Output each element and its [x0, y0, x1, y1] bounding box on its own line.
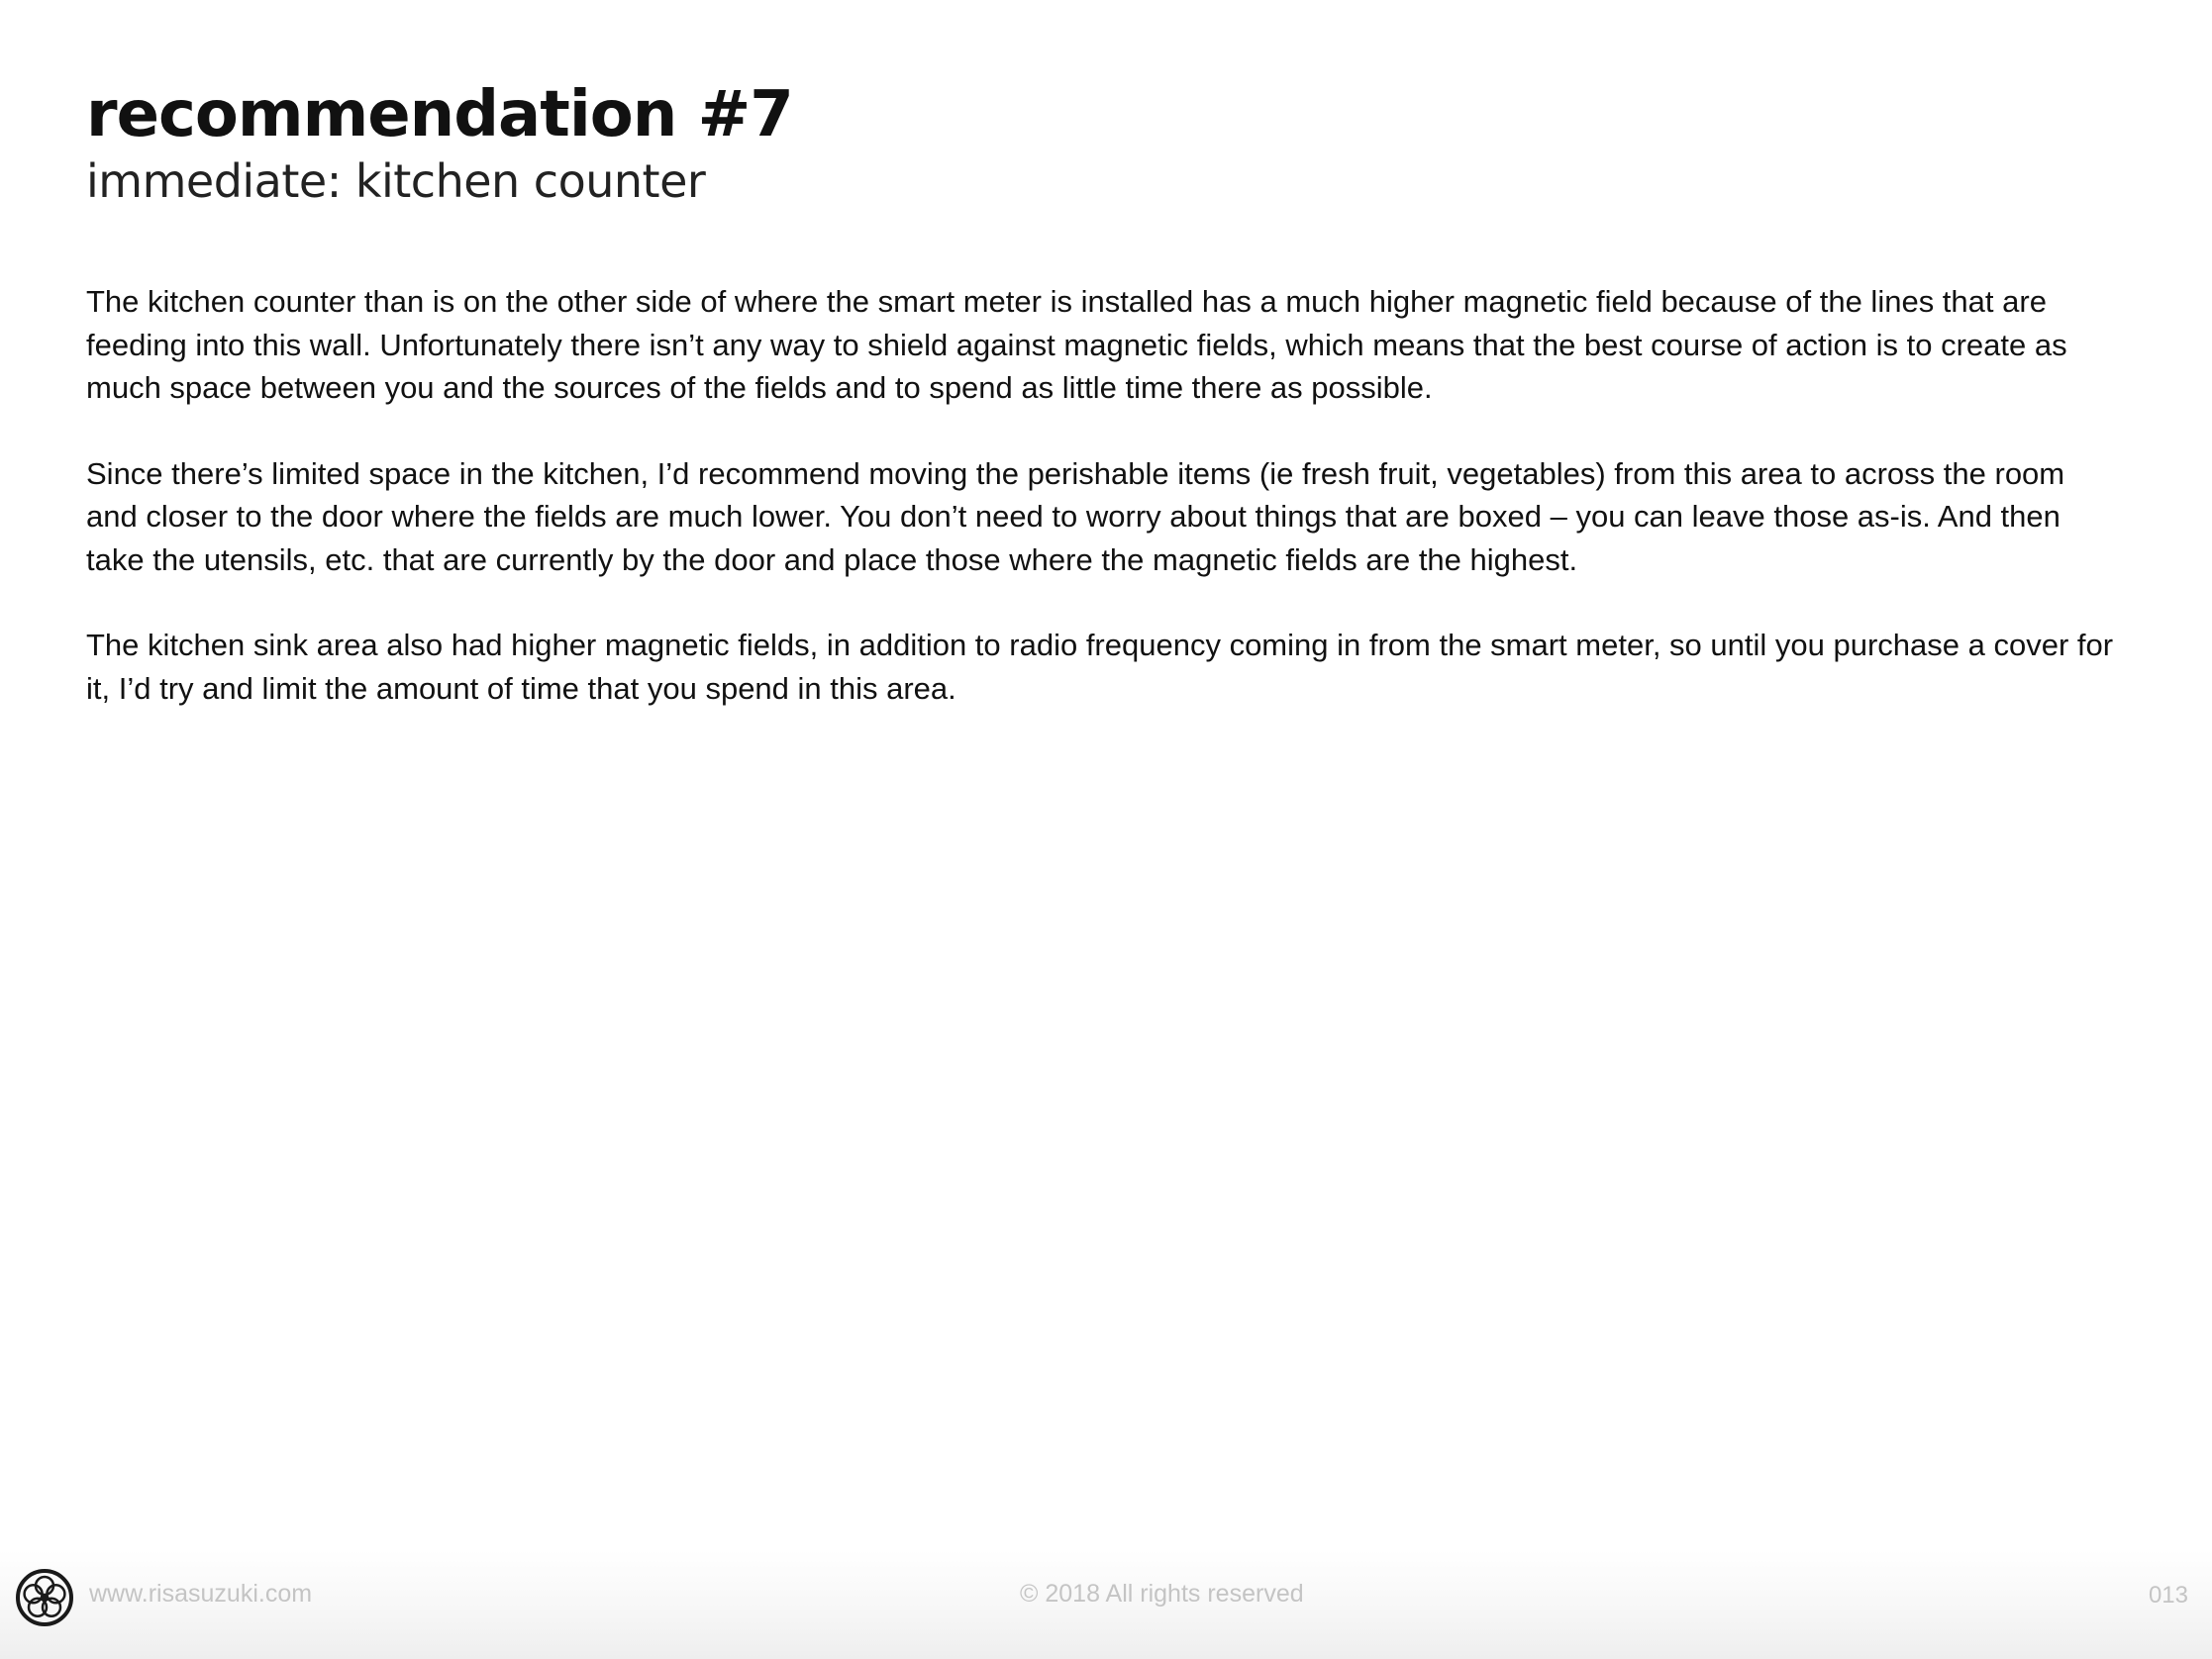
- flower-crest-icon: [15, 1568, 74, 1627]
- page-number: 013: [2148, 1582, 2188, 1609]
- page-footer: [0, 1550, 2212, 1659]
- paragraph-3: The kitchen sink area also had higher magnetic fields, in addition to radio frequency coming in from the smart meter, so until you purchase a cover for it, I’d try and limit the amount of time that you spend in this area.: [86, 628, 2114, 706]
- paragraph-1: The kitchen counter than is on the other side of where the smart meter is installed has a much higher magnetic field because of the lines that are feeding into this wall. Unfortunately there isn’t any way to shield against magnetic fields, which means that the best course of action is to create as much space between you and the sources of the fields and to spend as little time there as possible.: [86, 284, 2067, 405]
- footer-website: www.risasuzuki.com: [89, 1580, 313, 1608]
- paragraph-2: Since there’s limited space in the kitchen, I’d recommend moving the perishable items (ie fresh fruit, vegetables) from this area to across the room and closer to the door where the fields are much lower. You don’t need to worry about things that are boxed – you can leave those as-is. And then take the utensils, etc. that are currently by the door and place those where the magnetic fields are the highest.: [86, 455, 2065, 577]
- footer-copyright: © 2018 All rights reserved: [1020, 1580, 1304, 1608]
- page-content: [86, 71, 2116, 752]
- page-subtitle: immediate: kitchen counter: [86, 154, 706, 208]
- body-text: [86, 280, 2116, 710]
- page-title: recommendation #7: [86, 78, 793, 151]
